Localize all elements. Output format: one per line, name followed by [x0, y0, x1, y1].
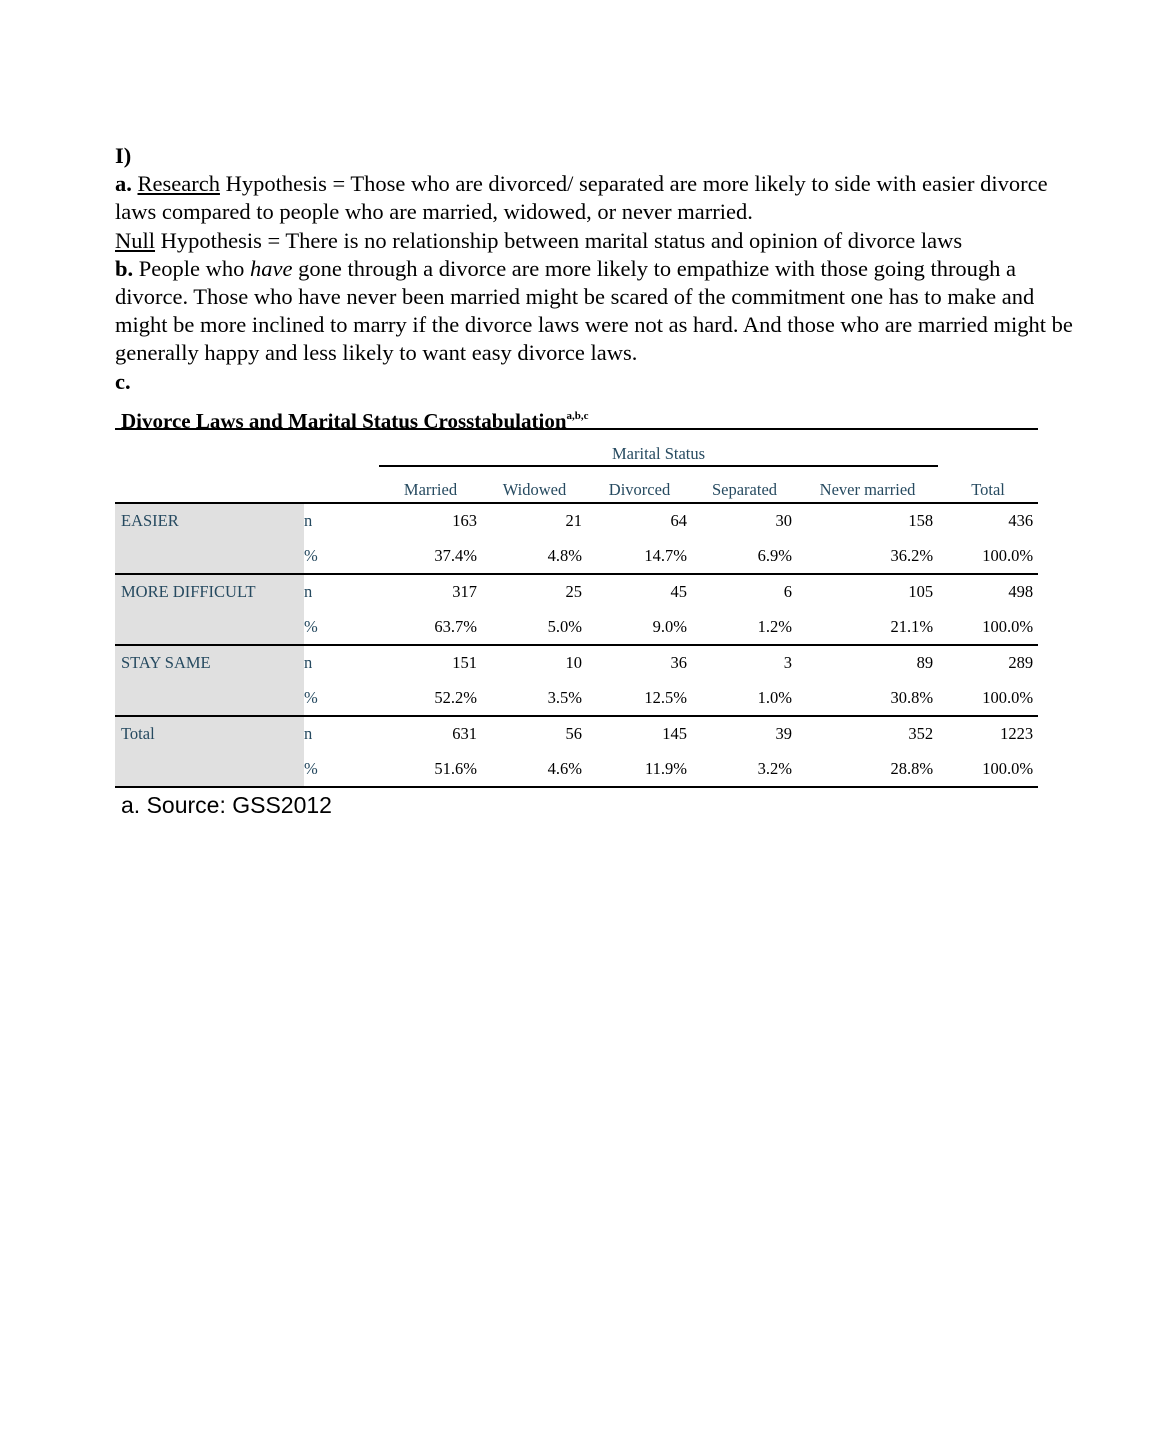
cell-percent: 100.0%: [938, 752, 1038, 788]
cell-count: 498: [1008, 582, 1034, 602]
item-c-marker: c.: [115, 368, 131, 394]
row-label: STAY SAME: [115, 645, 304, 681]
row-label: Total: [115, 716, 304, 752]
column-header: Divorced: [587, 466, 692, 503]
cell-percent: 9.0%: [587, 610, 692, 646]
row-label: MORE DIFFICULT: [115, 574, 304, 610]
cell-count: 631: [452, 724, 477, 744]
cell-percent: 21.1%: [797, 610, 938, 646]
row-label: EASIER: [115, 503, 304, 539]
cell-percent: 12.5%: [587, 681, 692, 717]
table-row: [115, 574, 1038, 610]
stat-label: n: [304, 724, 313, 744]
item-b-italic: have: [250, 255, 293, 281]
cell-percent: 51.6%: [379, 752, 482, 788]
cell-count: 317: [452, 582, 477, 602]
cell-count: 6: [783, 582, 792, 602]
table-title: Divorce Laws and Marital Status Crosstabulation$^{a,b,c}$: [115, 401, 1038, 430]
cell-count: 64: [670, 511, 687, 531]
stat-label: %: [304, 681, 379, 717]
table-row: [115, 539, 1038, 575]
stat-label: n: [304, 653, 313, 673]
item-b-marker: b.: [115, 255, 134, 281]
item-b-text-2: gone through a divorce are more likely to empathize with those going through a divorce. Those who have never been married might be scared of the commitment one has to make and might be more inclined to marry if the divorce laws were not as hard. And those who are married might be generally happy and less likely to want easy divorce laws.: [115, 255, 1073, 366]
column-header: Widowed: [482, 466, 587, 503]
cell-count: 56: [565, 724, 582, 744]
cell-count: 45: [670, 582, 687, 602]
row-label-blank: [115, 681, 304, 717]
stat-label: %: [304, 752, 379, 788]
research-hypothesis: [115, 170, 1075, 226]
cell-percent: 52.2%: [379, 681, 482, 717]
cell-count: 3: [783, 653, 792, 673]
stat-label: %: [304, 539, 379, 575]
cell-percent: 100.0%: [938, 610, 1038, 646]
section-label: I): [115, 143, 132, 168]
table-row: [115, 610, 1038, 646]
cell-count: 30: [775, 511, 792, 531]
cell-count: 89: [916, 653, 934, 673]
cell-count: 36: [670, 653, 687, 673]
table-footnote: a. Source: GSS2012: [121, 792, 332, 818]
document-body: [115, 142, 1075, 396]
cell-percent: 100.0%: [938, 681, 1038, 717]
cell-percent: 63.7%: [379, 610, 482, 646]
cell-percent: 1.2%: [692, 610, 797, 646]
cell-count: 436: [1008, 511, 1034, 531]
stat-label: n: [304, 582, 313, 602]
stat-label: %: [304, 610, 379, 646]
cell-percent: 3.5%: [482, 681, 587, 717]
table-row: [115, 716, 1038, 752]
row-label-blank: [115, 610, 304, 646]
cell-count: 289: [1008, 653, 1034, 673]
column-header: Separated: [692, 466, 797, 503]
cell-count: 105: [908, 582, 934, 602]
cell-percent: 37.4%: [379, 539, 482, 575]
cell-percent: 4.6%: [482, 752, 587, 788]
cell-percent: 5.0%: [482, 610, 587, 646]
cell-count: 158: [908, 511, 934, 531]
cell-percent: 14.7%: [587, 539, 692, 575]
item-b-paragraph: [115, 255, 1075, 368]
title-superscript: a,b,c: [566, 410, 589, 422]
cell-percent: 1.0%: [692, 681, 797, 717]
cell-count: 10: [565, 653, 582, 673]
research-text: Hypothesis = Those who are divorced/ separated are more likely to side with easier divorce laws compared to people who are married, widowed, or never married.: [115, 171, 1048, 225]
cell-percent: 100.0%: [938, 539, 1038, 575]
cell-count: 151: [452, 653, 477, 673]
cell-count: 21: [565, 511, 582, 531]
item-a-marker: a.: [115, 171, 132, 197]
cell-count: 1223: [1000, 724, 1034, 744]
cell-count: 145: [662, 724, 687, 744]
column-header: Never married: [797, 466, 938, 503]
stat-label: n: [304, 511, 313, 531]
cell-count: 39: [775, 724, 792, 744]
cell-percent: 11.9%: [587, 752, 692, 788]
item-b-text-1: People who: [133, 255, 251, 281]
cell-percent: 30.8%: [797, 681, 938, 717]
null-text: Hypothesis = There is no relationship between marital status and opinion of divorce laws: [155, 227, 963, 253]
cell-count: 163: [452, 511, 477, 531]
row-label-blank: [115, 539, 304, 575]
table-row: [115, 645, 1038, 681]
cell-count: 352: [908, 724, 934, 744]
cell-percent: 6.9%: [692, 539, 797, 575]
row-label-blank: [115, 752, 304, 788]
research-word: Research: [137, 171, 220, 197]
cell-percent: 4.8%: [482, 539, 587, 575]
column-header: Total: [938, 466, 1038, 503]
table-row: [115, 752, 1038, 788]
cell-percent: 3.2%: [692, 752, 797, 788]
table-row: [115, 503, 1038, 539]
cell-percent: 36.2%: [797, 539, 938, 575]
table-row: [115, 681, 1038, 717]
null-hypothesis: [115, 227, 1075, 255]
marital-status-header: Marital Status: [379, 430, 938, 466]
cell-percent: 28.8%: [797, 752, 938, 788]
null-word: Null: [115, 227, 156, 253]
column-header: Married: [379, 466, 482, 503]
crosstab-table: [115, 401, 1038, 820]
cell-count: 25: [565, 582, 582, 602]
